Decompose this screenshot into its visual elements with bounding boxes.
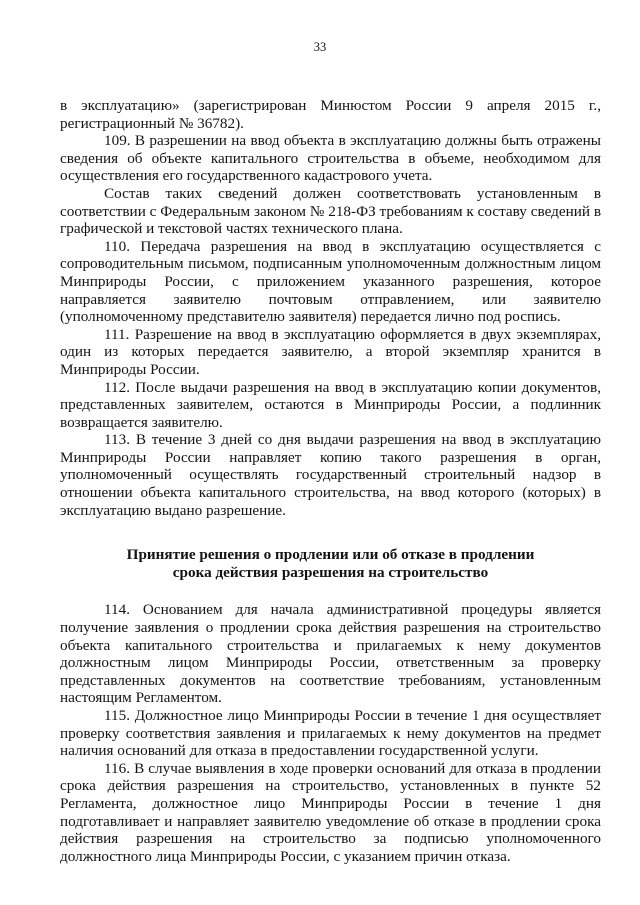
paragraph-114: 114. Основанием для начала административной процедуры является получение заявления о продлении срока действия разрешения на строительство объекта капитального строительства и прилагаемых к нему документов должностным лицом Минприроды России, ответственным за проверку представленных документов на соответствие требованиям, установленным настоящим Регламентом. xyxy=(60,601,601,707)
paragraph-115: 115. Должностное лицо Минприроды России в течение 1 дня осуществляет проверку соответствия заявления и прилагаемых к нему документов на предмет наличия оснований для отказа в предоставлении государственной услуги. xyxy=(60,707,601,760)
paragraph-109-composition: Состав таких сведений должен соответствовать установленным в соответствии с Федеральным законом № 218-ФЗ требованиям к составу сведений в графической и текстовой частях технического плана. xyxy=(60,184,601,238)
document-body xyxy=(60,97,601,865)
paragraph-116: 116. В случае выявления в ходе проверки оснований для отказа в продлении срока действия разрешения на строительство, установленных в пункте 52 Регламента, должностное лицо Минприроды России в течение 1 дня подготавливает и направляет заявителю уведомление об отказе в продлении срока действия разрешения на строительство за подписью уполномоченного должностного лица Минприроды России, с указанием причин отказа. xyxy=(60,759,601,865)
paragraph-continuation: в эксплуатацию» (зарегистрирован Минюстом России 9 апреля 2015 г., регистрационный № 36782). xyxy=(60,97,601,132)
section-heading xyxy=(60,546,601,581)
section-heading-line-2: срока действия разрешения на строительство xyxy=(172,563,489,581)
paragraph-111: 111. Разрешение на ввод в эксплуатацию оформляется в двух экземплярах, один из которых передается заявителю, а второй экземпляр хранится в Минприроды России. xyxy=(60,325,601,378)
paragraph-109: 109. В разрешении на ввод объекта в эксплуатацию должны быть отражены сведения об объекте капитального строительства в объеме, необходимом для осуществления его государственного кадастрового учета. xyxy=(60,132,601,185)
paragraph-113: 113. В течение 3 дней со дня выдачи разрешения на ввод в эксплуатацию Минприроды России направляет копию такого разрешения в орган, уполномоченный осуществлять государственный строительный надзор в отношении объекта капитального строительства, на ввод которого (которых) в эксплуатацию выдано разрешение. xyxy=(60,431,601,519)
paragraph-110: 110. Передача разрешения на ввод в эксплуатацию осуществляется с сопроводительным письмом, подписанным уполномоченным должностным лицом Минприроды России, с приложением указанного разрешения, которое направляется заявителю почтовым отправлением, или заявителю (уполномоченному представителю заявителя) передается лично под роспись. xyxy=(60,237,601,326)
paragraph-112: 112. После выдачи разрешения на ввод в эксплуатацию копии документов, представленных заявителем, остаются в Минприроды России, а подлинник возвращается заявителю. xyxy=(60,378,601,431)
section-heading-line-1: Принятие решения о продлении или об отказе в продлении xyxy=(126,546,535,564)
page-number: 33 xyxy=(313,40,327,54)
